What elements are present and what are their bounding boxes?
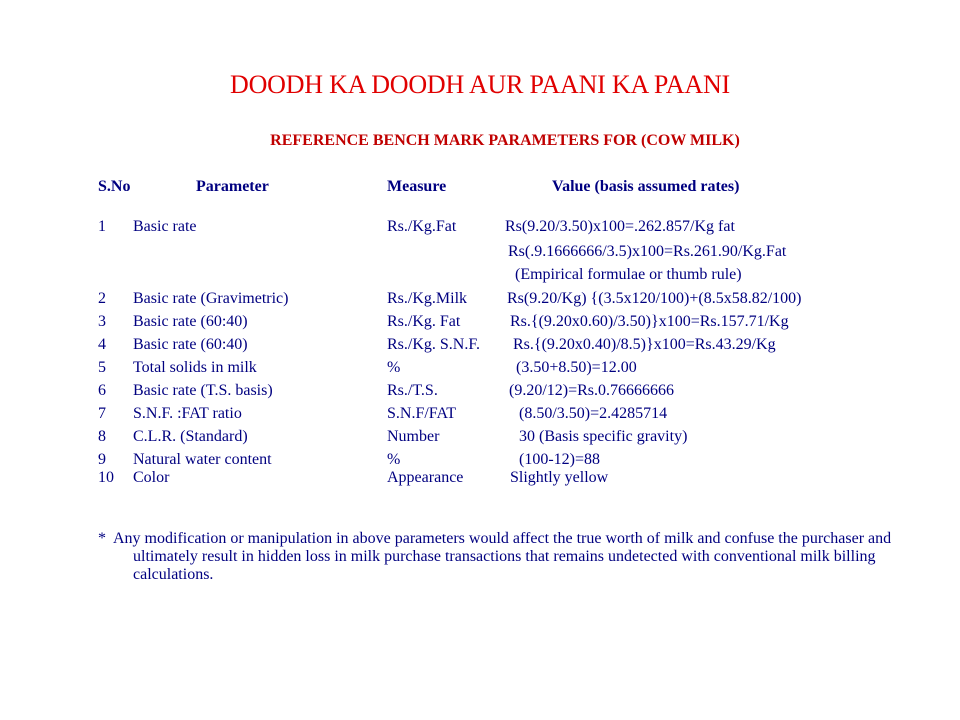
row-value: (100-12)=88 [519,451,601,468]
row-parameter: Basic rate (60:40) [133,313,248,330]
row-value: Rs(9.20/3.50)x100=.262.857/Kg fat [505,218,735,235]
footnote [98,530,918,584]
row-measure: Rs./Kg.Milk [387,290,468,307]
row-measure: S.N.F/FAT [387,405,457,422]
row-measure: Rs./Kg. Fat [387,313,461,330]
row-measure: Rs./T.S. [387,382,438,399]
row-value: Rs.{(9.20x0.40)/8.5)}x100=Rs.43.29/Kg [513,336,776,353]
table-subtitle: REFERENCE BENCH MARK PARAMETERS FOR (COW MILK) [270,132,740,149]
header-measure: Measure [387,178,447,195]
row-number: 7 [98,405,106,422]
row-number: 9 [98,451,106,468]
footnote-marker: * [98,530,106,547]
row-value: (8.50/3.50)=2.4285714 [519,405,668,422]
row-measure: Rs./Kg.Fat [387,218,457,235]
row-number: 10 [98,469,114,486]
row-measure: Rs./Kg. S.N.F. [387,336,480,353]
header-value: Value (basis assumed rates) [552,178,740,195]
row-value: 30 (Basis specific gravity) [519,428,688,445]
row-value: Rs.{(9.20x0.60)/3.50)}x100=Rs.157.71/Kg [510,313,789,330]
row-value: (3.50+8.50)=12.00 [516,359,637,376]
row-measure: Appearance [387,469,464,486]
row-measure: Number [387,428,440,445]
row-value: Rs(.9.1666666/3.5)x100=Rs.261.90/Kg.Fat [508,243,787,260]
row-number: 8 [98,428,106,445]
row-number: 5 [98,359,106,376]
row-value: Rs(9.20/Kg) {(3.5x120/100)+(8.5x58.82/100) [507,290,802,307]
row-number: 6 [98,382,106,399]
row-parameter: Total solids in milk [133,359,257,376]
row-parameter: S.N.F. :FAT ratio [133,405,242,422]
row-number: 3 [98,313,106,330]
row-parameter: Basic rate (Gravimetric) [133,290,289,307]
row-measure: % [387,359,401,376]
row-value: Slightly yellow [510,469,609,486]
row-parameter: C.L.R. (Standard) [133,428,248,445]
row-parameter: Basic rate (60:40) [133,336,248,353]
row-measure: % [387,451,401,468]
footnote-text: Any modification or manipulation in above parameters would affect the true worth of milk and confuse the purchaser and ultimately result in hidden loss in milk purchase transactions that remains undetected with conventional milk billing calculations. [113,530,892,583]
header-parameter: Parameter [196,178,269,195]
row-number: 4 [98,336,106,353]
row-value: (9.20/12)=Rs.0.76666666 [509,382,675,399]
row-parameter: Natural water content [133,451,272,468]
row-value: (Empirical formulae or thumb rule) [515,266,742,283]
page-title: DOODH KA DOODH AUR PAANI KA PAANI [230,70,730,99]
row-parameter: Basic rate (T.S. basis) [133,382,273,399]
row-number: 2 [98,290,106,307]
row-number: 1 [98,218,106,235]
row-parameter: Color [133,469,170,486]
header-sno: S.No [98,178,131,195]
row-parameter: Basic rate [133,218,197,235]
